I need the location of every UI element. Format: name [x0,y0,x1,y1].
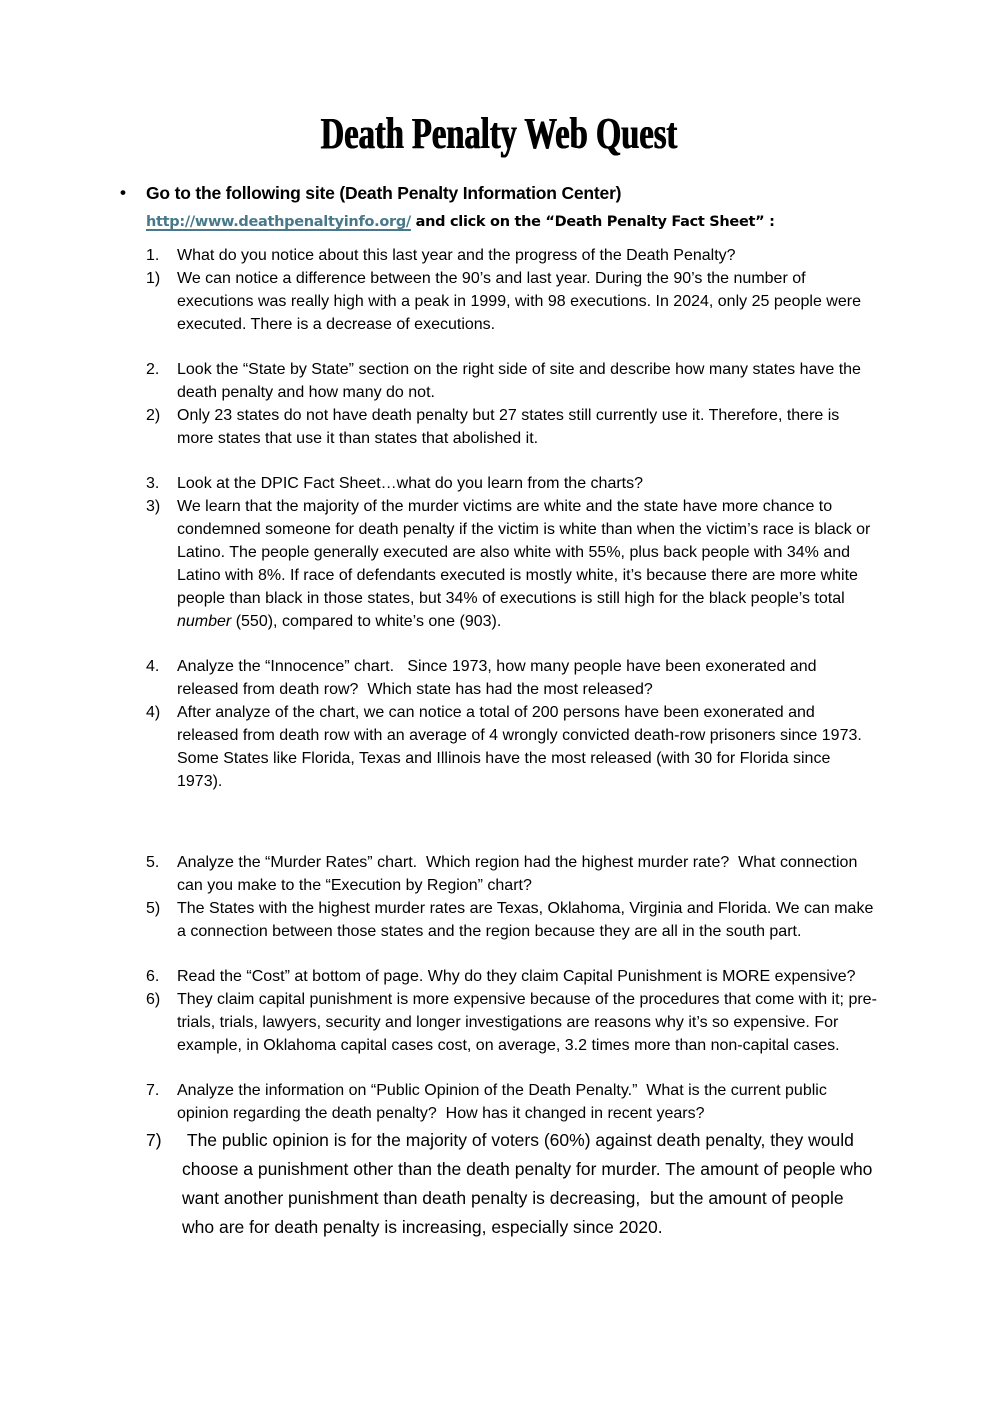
answer-2 [146,404,878,450]
question-1-number: 1. [146,247,160,264]
answer-4 [146,701,878,793]
question-5 [146,851,878,897]
site-hyperlink[interactable]: http://www.deathpenaltyinfo.org/ [146,214,411,230]
question-2-text: Look the “State by State” section on the right side of site and describe how many states have the death penalty and how many do not. [177,361,866,401]
question-7-text: Analyze the information on “Public Opinion of the Death Penalty.” What is the current public opinion regarding the death penalty? How has it changed in recent years? [177,1082,832,1122]
answer-3-italic-word: number [177,613,232,630]
question-2 [146,358,878,404]
question-3 [146,472,878,495]
answer-3-text: We learn that the majority of the murder victims are white and the state have more chance to condemned someone for death penalty if the victim is white than when the victim’s race is black or Latino. The people generally executed are also white with 55%, plus back people with 34% and Latino with 8%. If race of defendants executed is mostly white, it’s because there are more white people than black in those states, but 34% of executions is still high for the black people’s total number (550), compared to white’s one (903). [177,498,875,630]
question-6-text: Read the “Cost” at bottom of page. Why do they claim Capital Punishment is MORE expensive? [177,968,856,985]
answer-2-number: 2) [146,407,161,424]
question-4-text: Analyze the “Innocence” chart. Since 1973, how many people have been exonerated and released from death row? Which state has had the most released? [177,658,821,698]
question-7 [146,1079,878,1125]
answer-7 [146,1126,878,1242]
question-answer-list [120,244,878,1242]
bullet-icon: • [120,183,126,202]
answer-6-number: 6) [146,991,161,1008]
question-1-text: What do you notice about this last year and the progress of the Death Penalty? [177,247,736,264]
answer-1-number: 1) [146,270,161,287]
answer-3 [146,495,878,633]
intro-instruction-continued: and click on the “Death Penalty Fact Sheet” : [410,214,775,230]
question-4 [146,655,878,701]
question-4-number: 4. [146,658,160,675]
answer-6-text: They claim capital punishment is more expensive because of the procedures that come with it; pre-trials, trials, lawyers, security and longer investigations are reasons why it’s so expensive. For example, in Oklahoma capital cases cost, on average, 3.2 times more than non-capital cases. [177,991,877,1054]
intro-instruction: Go to the following site (Death Penalty Information Center) [146,183,622,203]
intro-link-line [146,209,878,236]
question-6 [146,965,878,988]
answer-5-number: 5) [146,900,161,917]
question-5-text: Analyze the “Murder Rates” chart. Which region had the highest murder rate? What connection can you make to the “Execution by Region” chart? [177,854,862,894]
question-7-number: 7. [146,1082,160,1099]
answer-4-number: 4) [146,704,161,721]
answer-3-number: 3) [146,498,161,515]
question-5-number: 5. [146,854,160,871]
answer-4-text: After analyze of the chart, we can notice a total of 200 persons have been exonerated and released from death row with an average of 4 wrongly convicted death-row prisoners since 1973. Some States like Florida, Texas and Illinois have the most released (with 30 for Florida since 1973). [177,704,867,790]
question-6-number: 6. [146,968,160,985]
answer-6 [146,988,878,1057]
answer-5 [146,897,878,943]
answer-5-text: The States with the highest murder rates are Texas, Oklahoma, Virginia and Florida. We can make a connection between those states and the region because they are all in the south part. [177,900,878,940]
answer-7-number: 7) [146,1130,162,1150]
answer-2-text: Only 23 states do not have death penalty but 27 states still currently use it. Therefore, there is more states that use it than states that abolished it. [177,407,844,447]
page-title [120,110,878,160]
question-2-number: 2. [146,361,160,378]
answer-1-text: We can notice a difference between the 90’s and last year. During the 90’s the number of executions was really high with a peak in 1999, with 98 executions. In 2024, only 25 people were executed. There is a decrease of executions. [177,270,866,333]
question-1 [146,244,878,267]
answer-7-text: The public opinion is for the majority of voters (60%) against death penalty, they would choose a punishment other than the death penalty for murder. The amount of people who want another punishment than death penalty is decreasing, but the amount of people who are for death penalty is increasing, especially since 2020. [182,1130,878,1237]
question-3-number: 3. [146,475,160,492]
answer-1 [146,267,878,336]
page-title-text: Death Penalty Web Quest [320,109,678,158]
intro-section [120,180,878,236]
question-3-text: Look at the DPIC Fact Sheet…what do you learn from the charts? [177,475,644,492]
